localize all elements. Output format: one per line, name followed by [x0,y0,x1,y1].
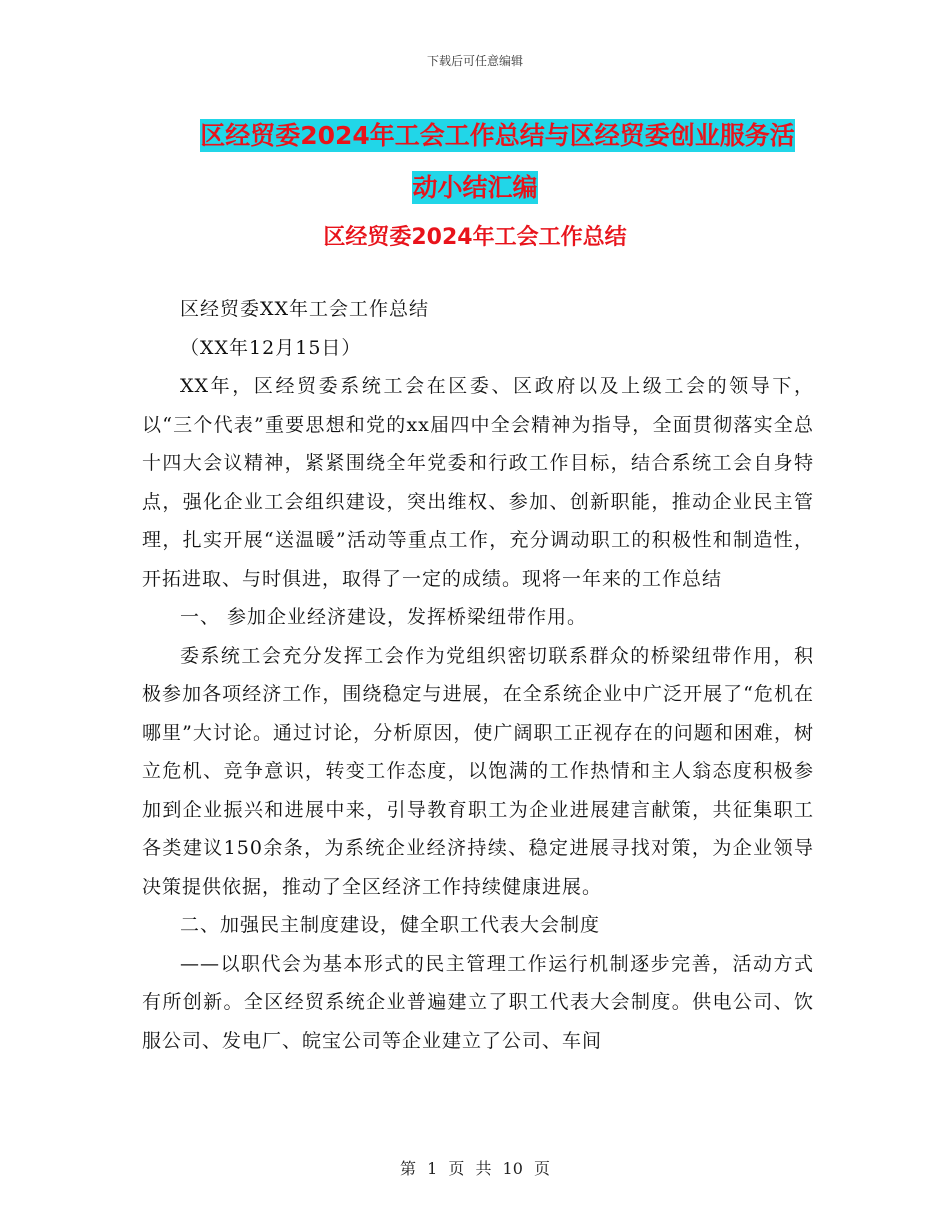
document-body [142,290,814,1060]
paragraph-subtitle: 区经贸委XX年工会工作总结 [180,298,430,320]
title-line-2: 动小结汇编 [412,173,538,202]
heading-section-1: 一、 参加企业经济建设，发挥桥梁纽带作用。 [180,606,588,628]
document-title [0,110,950,214]
paragraph-intro: XX年，区经贸委系统工会在区委、区政府以及上级工会的领导下，以“三个代表”重要思想和党的xx届四中全会精神为指导，全面贯彻落实全总十四大会议精神，紧紧围绕全年党委和行政工作目标，结合系统工会自身特点，强化企业工会组织建设，突出维权、参加、创新职能，推动企业民主管理，扎实开展“送温暖”活动等重点工作，充分调动职工的积极性和制造性，开拓进取、与时俱进，取得了一定的成绩。现将一年来的工作总结 [142,375,814,590]
paragraph-section-1: 委系统工会充分发挥工会作为党组织密切联系群众的桥梁纽带作用，积极参加各项经济工作，围绕稳定与进展，在全系统企业中广泛开展了“危机在哪里”大讨论。通过讨论，分析原因，使广阔职工正视存在的问题和困难，树立危机、竞争意识，转变工作态度，以饱满的工作热情和主人翁态度积极参加到企业振兴和进展中来，引导教育职工为企业进展建言献策，共征集职工各类建议150余条，为系统企业经济持续、稳定进展寻找对策，为企业领导决策提供依据，推动了全区经济工作持续健康进展。 [142,644,814,898]
paragraph-section-2: ——以职代会为基本形式的民主管理工作运行机制逐步完善，活动方式有所创新。全区经贸系统企业普遍建立了职工代表大会制度。供电公司、饮服公司、发电厂、皖宝公司等企业建立了公司、车间 [142,952,814,1052]
paragraph-date: （XX年12月15日） [180,336,362,359]
title-line-1: 区经贸委2024年工会工作总结与区经贸委创业服务活 [200,121,795,150]
page-footer: 第 1 页 共 10 页 [400,1159,550,1178]
header-note: 下载后可任意编辑 [426,54,523,68]
heading-section-2: 二、加强民主制度建设，健全职工代表大会制度 [180,914,601,936]
section-title: 区经贸委2024年工会工作总结 [323,225,627,250]
